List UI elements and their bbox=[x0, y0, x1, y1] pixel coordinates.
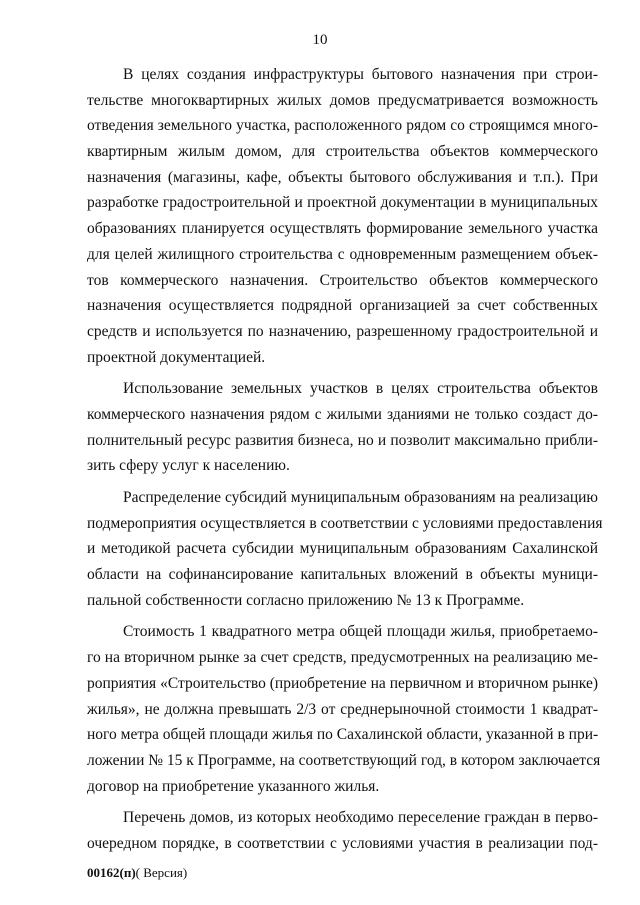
paragraph-2 bbox=[87, 376, 598, 479]
text-line: роприятия «Строительство (приобретение на первичном и вторичном рынке) bbox=[87, 674, 598, 692]
text-line: ного метра общей площади жилья по Сахалинской области, указанной в при- bbox=[87, 726, 599, 744]
text-line: проектной документацией. bbox=[87, 348, 266, 366]
page-number: 10 bbox=[312, 32, 328, 48]
text-line: го на вторичном рынке за счет средств, предусмотренных на реализацию ме- bbox=[87, 649, 598, 667]
text-line: образованиях планируется осуществлять формирование земельного участка bbox=[87, 220, 598, 238]
paragraph-5 bbox=[87, 805, 598, 856]
paragraph-3 bbox=[87, 485, 603, 613]
text-line: средств и используется по назначению, разрешенному градостроительной и bbox=[87, 322, 598, 340]
text-line: назначения осуществляется подрядной организацией за счет собственных bbox=[87, 297, 598, 315]
document-code: 00162(п) bbox=[87, 865, 136, 880]
text-line: области на софинансирование капитальных вложений в объекты муници- bbox=[87, 566, 598, 584]
text-line: договор на приобретение указанного жилья. bbox=[87, 777, 380, 795]
document-footer bbox=[87, 865, 187, 881]
text-line: очередном порядке, в соответствии с условиями участия в реализации под- bbox=[87, 834, 598, 852]
text-line: ложении № 15 к Программе, на соответствующий год, в котором заключается bbox=[87, 751, 601, 769]
text-line: Стоимость 1 квадратного метра общей площади жилья, приобретаемо- bbox=[123, 623, 598, 641]
text-line: Использование земельных участков в целях строительства объектов bbox=[123, 380, 598, 398]
text-line: пальной собственности согласно приложению № 13 к Программе. bbox=[87, 591, 525, 609]
text-line: квартирным жилым домом, для строительства объектов коммерческого bbox=[87, 143, 598, 161]
text-line: зить сферу услуг к населению. bbox=[87, 457, 290, 475]
text-line: В целях создания инфраструктуры бытового назначения при строи- bbox=[123, 66, 598, 83]
text-line: подмероприятия осуществляется в соответствии с условиями предоставления bbox=[87, 514, 603, 532]
text-line: тов коммерческого назначения. Строительство объектов коммерческого bbox=[87, 271, 598, 289]
text-line: Распределение субсидий муниципальным образованиям на реализацию bbox=[123, 489, 598, 506]
paragraph-1 bbox=[87, 62, 598, 370]
text-line: для целей жилищного строительства с одновременным размещением объек- bbox=[87, 245, 598, 263]
version-label: ( Версия) bbox=[135, 865, 188, 880]
text-line: тельстве многоквартирных жилых домов предусматривается возможность bbox=[87, 91, 598, 109]
text-line: жилья», не должна превышать 2/3 от среднерыночной стоимости 1 квадрат- bbox=[87, 700, 598, 718]
text-line: отведения земельного участка, расположенного рядом со строящимся много- bbox=[87, 117, 598, 135]
text-line: Перечень домов, из которых необходимо переселение граждан в перво- bbox=[123, 809, 598, 827]
text-line: коммерческого назначения рядом с жилыми зданиями не только создаст до- bbox=[87, 405, 598, 423]
paragraph-4 bbox=[87, 619, 601, 799]
text-line: разработке градостроительной и проектной документации в муниципальных bbox=[87, 194, 598, 212]
text-line: полнительный ресурс развития бизнеса, но и позволит максимально прибли- bbox=[87, 431, 598, 449]
text-line: назначения (магазины, кафе, объекты бытового обслуживания и т.п.). При bbox=[87, 168, 598, 186]
document-body bbox=[87, 62, 603, 857]
text-line: и методикой расчета субсидии муниципальным образованиям Сахалинской bbox=[87, 540, 598, 558]
